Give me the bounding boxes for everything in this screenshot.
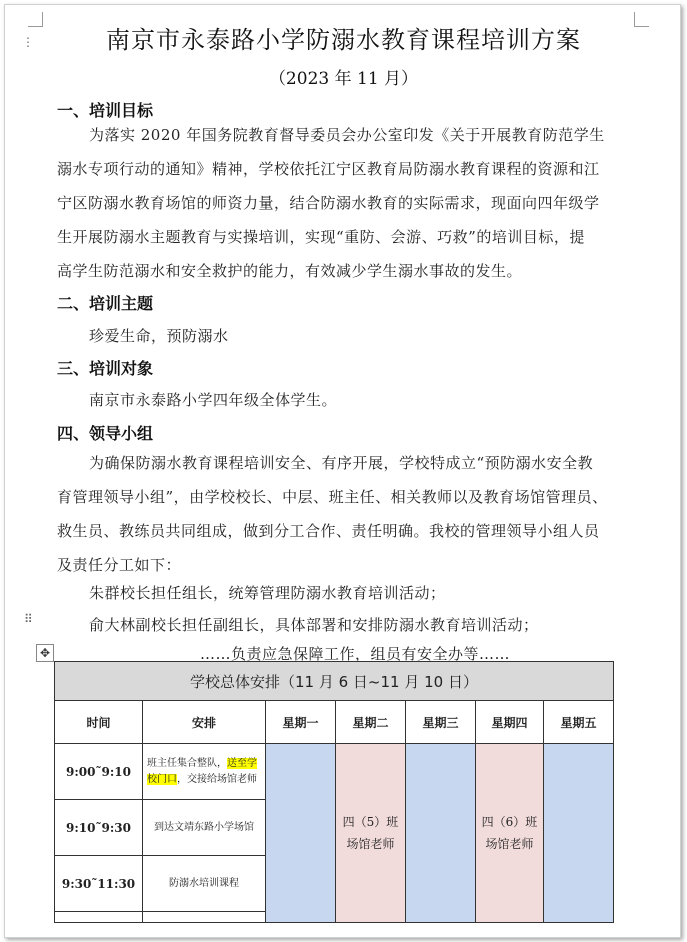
- time-cell: 9:30˜11:30: [55, 856, 143, 912]
- friday-cell: [544, 744, 614, 923]
- paragraph-line: 高学生防范溺水和安全救护的能力，有效减少学生溺水事故的发生。: [57, 262, 523, 280]
- schedule-table[interactable]: [54, 661, 614, 923]
- time-cell: 9:00˜9:10: [55, 744, 143, 800]
- column-header-tuesday: 星期二: [336, 701, 406, 744]
- member-line: 俞大林副校长担任副组长，具体部署和安排防溺水教育培训活动；: [89, 616, 539, 634]
- column-header-time: 时间: [55, 701, 143, 744]
- schedule-title: 学校总体安排（11 月 6 日~11 月 10 日）: [55, 662, 614, 701]
- tuesday-cell: 四（5）班 场馆老师: [336, 744, 406, 923]
- time-cell: [55, 912, 143, 923]
- table-row: [55, 744, 614, 800]
- arrangement-cell: [143, 912, 266, 923]
- arrangement-cell: 到达文靖东路小学场馆: [143, 800, 266, 856]
- arrangement-cell: 防溺水培训课程: [143, 856, 266, 912]
- monday-cell: [266, 744, 336, 923]
- section-heading-leadership: 四、领导小组: [57, 424, 154, 443]
- table-move-handle-icon[interactable]: ✥: [36, 644, 54, 662]
- column-header-thursday: 星期四: [476, 701, 544, 744]
- member-line: 朱群校长担任组长，统筹管理防溺水教育培训活动；: [89, 584, 446, 602]
- paragraph-line: 为确保防溺水教育课程培训安全、有序开展，学校特成立“预防溺水安全教: [89, 454, 594, 472]
- section-heading-goals: 一、培训目标: [57, 101, 154, 120]
- wednesday-cell: [406, 744, 476, 923]
- column-header-wednesday: 星期三: [406, 701, 476, 744]
- column-header-monday: 星期一: [266, 701, 336, 744]
- paragraph-line: 为落实 2020 年国务院教育督导委员会办公室印发《关于开展教育防范学生: [89, 126, 605, 144]
- section-text-audience: 南京市永泰路小学四年级全体学生。: [89, 391, 338, 409]
- paragraph-line: 溺水专项行动的通知》精神，学校依托江宁区教育局防溺水教育课程的资源和江: [57, 160, 600, 178]
- member-line-clipped: [200, 643, 510, 653]
- section-paragraph-leadership: [57, 446, 635, 582]
- thursday-cell: 四（6）班 场馆老师: [476, 744, 544, 923]
- paragraph-line: 及责任分工如下：: [57, 556, 182, 574]
- paragraph-line: 宁区防溺水教育场馆的师资力量，结合防溺水教育的实际需求，现面向四年级学: [57, 194, 600, 212]
- document-subtitle: （2023 年 11 月）: [268, 69, 419, 89]
- arrangement-cell: 班主任集合整队，送至学校门口，交接给场馆老师: [143, 744, 266, 800]
- section-heading-audience: 三、培训对象: [57, 359, 154, 378]
- column-header-friday: 星期五: [544, 701, 614, 744]
- section-heading-theme: 二、培训主题: [57, 294, 154, 313]
- section-text-theme: 珍爱生命，预防溺水: [89, 327, 229, 345]
- paragraph-handle-icon[interactable]: ⋮: [22, 35, 34, 49]
- time-cell: 9:10˜9:30: [55, 800, 143, 856]
- paragraph-line: 救生员、教练员共同组成，做到分工合作、责任明确。我校的管理领导小组人员: [57, 522, 600, 540]
- column-header-arrangement: 安排: [143, 701, 266, 744]
- section-paragraph-goals: [57, 118, 635, 288]
- paragraph-line: 育管理领导小组”，由学校校长、中层、班主任、相关教师以及教育场馆管理员、: [57, 488, 608, 506]
- block-drag-handle-icon[interactable]: ⠿: [24, 612, 33, 626]
- paragraph-line: 生开展防溺水主题教育与实操培训，实现“重防、会游、巧救”的培训目标，提: [57, 228, 585, 246]
- document-title: 南京市永泰路小学防溺水教育课程培训方案: [106, 26, 581, 54]
- highlighted-text: 送至学校门口: [147, 757, 257, 785]
